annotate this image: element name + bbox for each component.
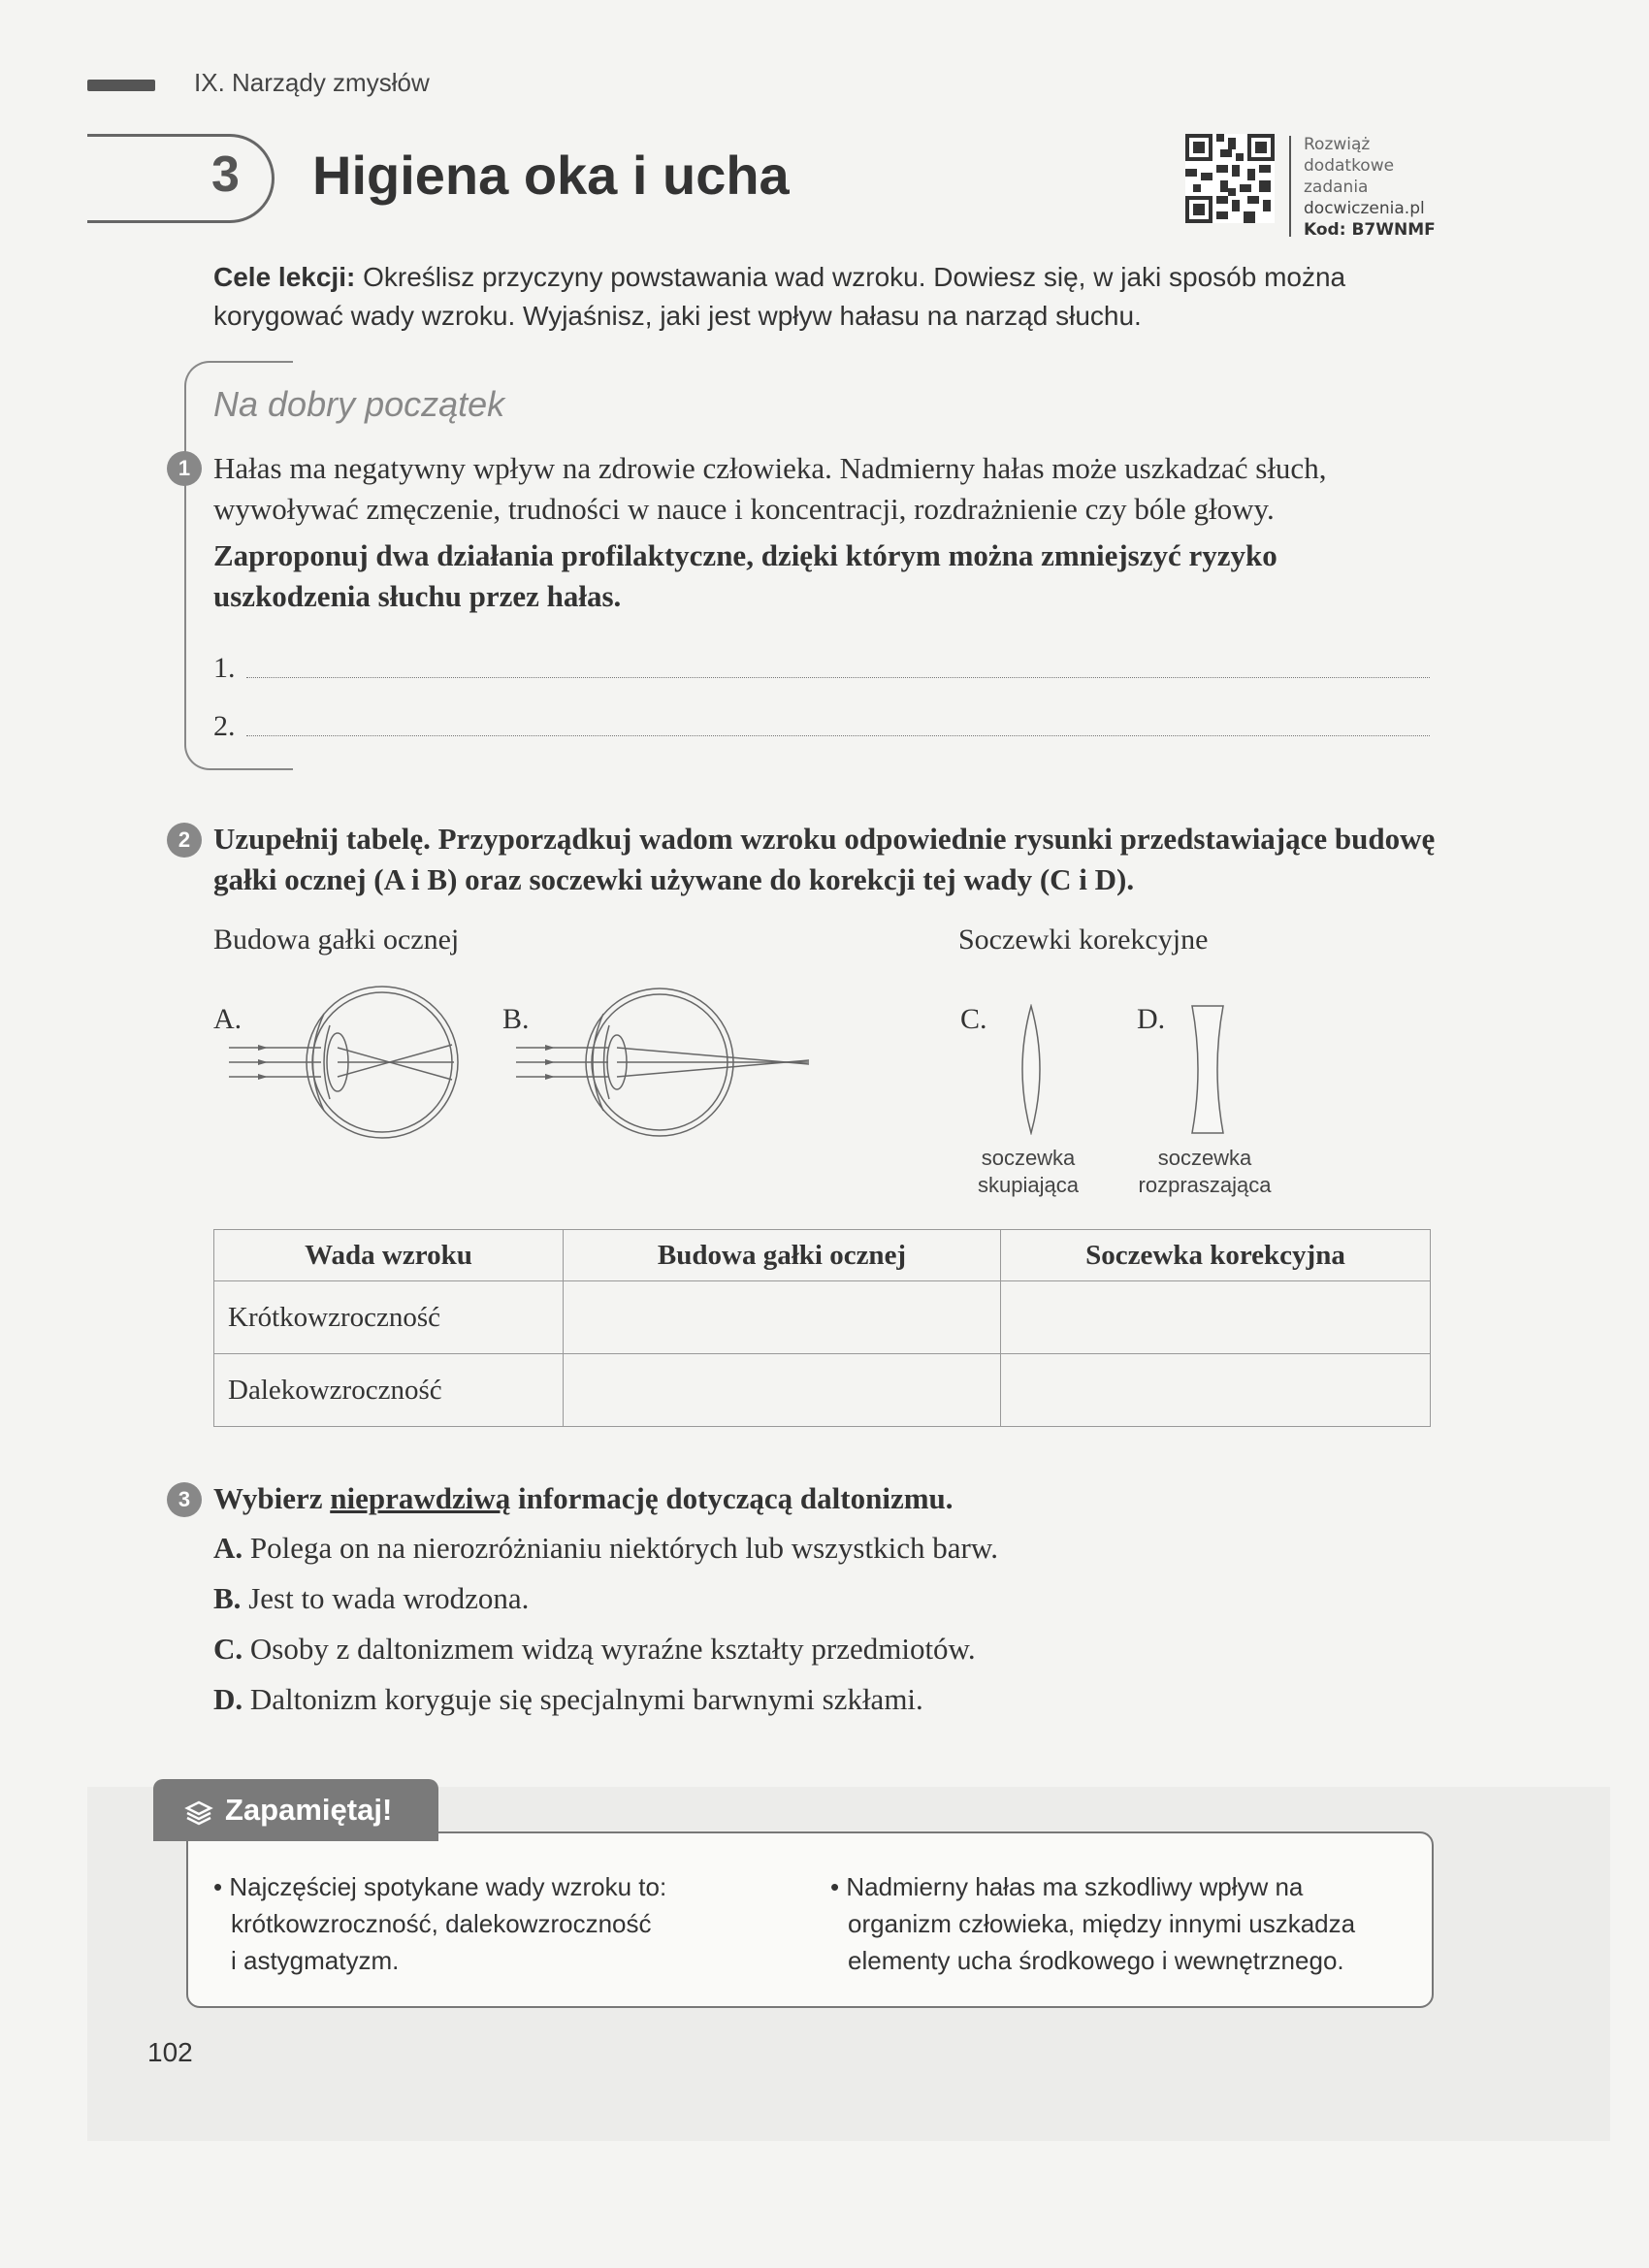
table-cell-eye-answer[interactable] bbox=[564, 1281, 1001, 1354]
lesson-goals bbox=[213, 258, 1436, 336]
qr-line3: zadania bbox=[1304, 178, 1369, 197]
remember-right-line: • Nadmierny hałas ma szkodliwy wpływ na bbox=[830, 1872, 1304, 1901]
page-number: 102 bbox=[147, 2037, 193, 2067]
task3-instruction bbox=[213, 1478, 1436, 1519]
lesson-title: Higiena oka i ucha bbox=[312, 145, 790, 206]
option-text: Jest to wada wrodzona. bbox=[241, 1581, 530, 1615]
remember-right-line: elementy ucha środkowego i wewnętrznego. bbox=[848, 1946, 1344, 1975]
remember-left-line: i astygmatyzm. bbox=[231, 1946, 400, 1975]
lens-c-caption-line1: soczewka bbox=[981, 1146, 1076, 1170]
qr-site-link[interactable]: docwiczenia.pl bbox=[1304, 199, 1425, 218]
qr-code-icon[interactable] bbox=[1185, 134, 1275, 223]
task3-suffix: informację dotyczącą daltonizmu. bbox=[510, 1481, 954, 1515]
table-row bbox=[214, 1354, 1431, 1427]
task1-text: Hałas ma negatywny wpływ na zdrowie człowieka. Nadmierny hałas może uszkadzać słuch, wywoływać zmęczenie, trudności w nauce i koncentracji, rozdrażnienie czy bóle głowy. bbox=[213, 451, 1327, 526]
table-cell-defect: Krótkowzroczność bbox=[214, 1281, 564, 1354]
table-header: Wada wzroku bbox=[214, 1230, 564, 1281]
remember-title: Zapamiętaj! bbox=[225, 1793, 393, 1827]
task1-number-badge: 1 bbox=[167, 451, 202, 486]
table-cell-lens-answer[interactable] bbox=[1001, 1354, 1431, 1427]
lens-d-caption-line2: rozpraszająca bbox=[1138, 1173, 1272, 1197]
fig-c-label: C. bbox=[960, 1003, 987, 1035]
remember-left-note bbox=[213, 1868, 666, 1979]
remember-tab-corner bbox=[417, 1806, 438, 1841]
task1-question: Zaproponuj dwa działania profilaktyczne, dzięki którym można zmniejszyć ryzyko uszkodzenia słuchu przez hałas. bbox=[213, 538, 1277, 613]
qr-line1: Rozwiąż bbox=[1304, 135, 1371, 154]
option-d[interactable] bbox=[213, 1682, 923, 1717]
fig-d-label: D. bbox=[1137, 1003, 1166, 1035]
table-header: Budowa gałki ocznej bbox=[564, 1230, 1001, 1281]
remember-left-line: • Najczęściej spotykane wady wzroku to: bbox=[213, 1872, 667, 1901]
lens-c-caption bbox=[941, 1145, 1116, 1199]
goals-text: Określisz przyczyny powstawania wad wzroku. Dowiesz się, w jaki sposób można korygować wady wzroku. Wyjaśnisz, jaki jest wpływ hałasu na narząd słuchu. bbox=[213, 262, 1346, 331]
answer-line-1[interactable] bbox=[246, 677, 1430, 678]
table-header-row bbox=[214, 1230, 1431, 1281]
chapter-marker bbox=[87, 80, 155, 91]
task3-number-badge: 3 bbox=[167, 1482, 202, 1517]
qr-line2: dodatkowe bbox=[1304, 156, 1395, 176]
layers-icon bbox=[184, 1800, 213, 1826]
option-text: Osoby z daltonizmem widzą wyraźne kształty przedmiotów. bbox=[242, 1632, 976, 1666]
remember-right-note bbox=[830, 1868, 1355, 1979]
lens-d-caption bbox=[1117, 1145, 1292, 1199]
option-text: Daltonizm koryguje się specjalnymi barwnymi szkłami. bbox=[242, 1682, 923, 1716]
lesson-number: 3 bbox=[211, 146, 240, 203]
chapter-title: IX. Narządy zmysłów bbox=[194, 68, 430, 97]
table-row bbox=[214, 1281, 1431, 1354]
option-letter: C. bbox=[213, 1632, 243, 1666]
option-a[interactable] bbox=[213, 1531, 998, 1566]
option-text: Polega on na nierozróżnianiu niektórych lub wszystkich barw. bbox=[242, 1531, 998, 1565]
option-b[interactable] bbox=[213, 1581, 529, 1616]
eye-heading: Budowa gałki ocznej bbox=[213, 923, 460, 956]
lens-heading: Soczewki korekcyjne bbox=[958, 923, 1209, 956]
option-letter: A. bbox=[213, 1531, 243, 1565]
remember-right-line: organizm człowieka, między innymi uszkadza bbox=[848, 1909, 1356, 1938]
answer-line-2[interactable] bbox=[246, 735, 1430, 736]
qr-access-code: Kod: B7WNMF bbox=[1304, 220, 1436, 240]
vision-defects-table bbox=[213, 1229, 1431, 1427]
answer-label-2: 2. bbox=[213, 710, 236, 742]
remember-left-line: krótkowzroczność, dalekowzroczność bbox=[231, 1909, 652, 1938]
lens-d-caption-line1: soczewka bbox=[1157, 1146, 1252, 1170]
fig-b-label: B. bbox=[502, 1003, 530, 1035]
eye-diagram-a bbox=[229, 975, 481, 1150]
task2-instruction: Uzupełnij tabelę. Przyporządkuj wadom wzroku odpowiednie rysunki przedstawiające budowę gałki ocznej (A i B) oraz soczewki używane do korekcji tej wady (C i D). bbox=[213, 822, 1436, 896]
option-letter: B. bbox=[213, 1581, 242, 1615]
diverging-lens-icon bbox=[1188, 1004, 1227, 1135]
fig-a-label: A. bbox=[213, 1003, 242, 1035]
option-c[interactable] bbox=[213, 1632, 976, 1667]
task3-prefix: Wybierz bbox=[213, 1481, 331, 1515]
option-letter: D. bbox=[213, 1682, 243, 1716]
converging-lens-icon bbox=[1014, 1004, 1049, 1135]
lens-c-caption-line2: skupiająca bbox=[978, 1173, 1079, 1197]
task3-emphasis: nieprawdziwą bbox=[330, 1481, 511, 1515]
qr-separator bbox=[1289, 136, 1291, 237]
intro-heading: Na dobry początek bbox=[213, 384, 505, 424]
table-cell-defect: Dalekowzroczność bbox=[214, 1354, 564, 1427]
table-header: Soczewka korekcyjna bbox=[1001, 1230, 1431, 1281]
task2-number-badge: 2 bbox=[167, 823, 202, 858]
qr-caption bbox=[1304, 134, 1436, 241]
eye-diagram-b bbox=[516, 975, 817, 1150]
table-cell-eye-answer[interactable] bbox=[564, 1354, 1001, 1427]
goals-label: Cele lekcji: bbox=[213, 262, 356, 292]
answer-label-1: 1. bbox=[213, 652, 236, 684]
lesson-number-bracket bbox=[87, 134, 275, 223]
table-cell-lens-answer[interactable] bbox=[1001, 1281, 1431, 1354]
